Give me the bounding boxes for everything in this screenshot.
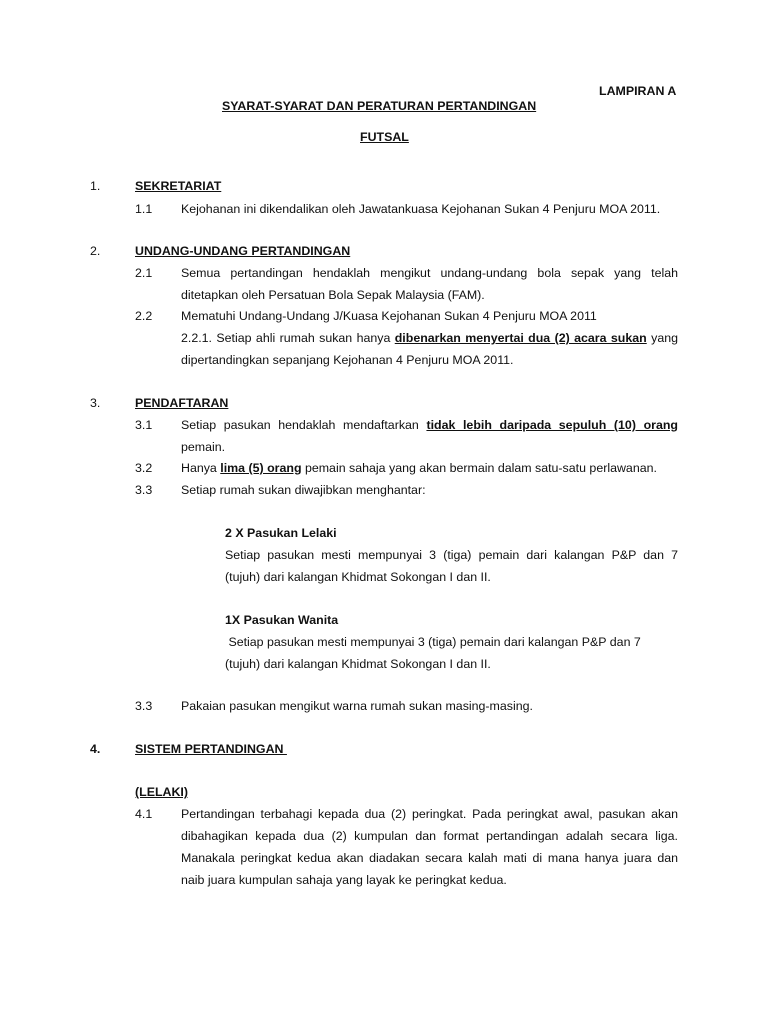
item-2-2-number: 2.2 [135,309,153,323]
item-3-3-number: 3.3 [135,483,153,497]
item-3-1-emphasis: tidak lebih daripada sepuluh (10) orang [426,418,678,432]
item-2-2-1-text [181,330,678,374]
men-team-line-2: (tujuh) dari kalangan Khidmat Sokongan I dan II. [225,570,491,584]
item-3-1-text [181,417,678,461]
item-4-1-number: 4.1 [135,807,153,821]
item-3-1-lead: Setiap pasukan hendaklah mendaftarkan [181,418,427,432]
item-1-1-text: Kejohanan ini dikendalikan oleh Jawatankuasa Kejohanan Sukan 4 Penjuru MOA 2011. [181,202,661,216]
men-team-text [225,547,678,591]
item-3-2-lead: Hanya [181,461,221,475]
attachment-label: LAMPIRAN A [599,84,677,98]
women-team-line-2: (tujuh) dari kalangan Khidmat Sokongan I dan II. [225,657,491,671]
section-1-heading: SEKRETARIAT [135,179,222,193]
item-3-2-tail: pemain sahaja yang akan bermain dalam satu-satu perlawanan. [301,461,657,475]
item-3-1-number: 3.1 [135,418,153,432]
item-3-2-number: 3.2 [135,461,153,475]
document-subtitle: FUTSAL [360,130,409,144]
item-3-2-text [181,460,657,476]
men-team-line-1: Setiap pasukan mesti mempunyai 3 (tiga) pemain dari kalangan P&P dan 7 [225,548,678,562]
item-2-2-text: Mematuhi Undang-Undang J/Kuasa Kejohanan Sukan 4 Penjuru MOA 2011 [181,309,597,323]
item-2-2-1-line-1 [181,330,678,352]
item-2-1-number: 2.1 [135,266,153,280]
item-2-2-1-emphasis: dibenarkan menyertai dua (2) acara sukan [394,331,647,345]
item-4-1-line-3: Manakala peringkat kedua akan diadakan secara kalah mati di mana hanya juara dan [181,851,678,865]
item-2-2-1-tail: yang [646,331,678,345]
section-4-heading: SISTEM PERTANDINGAN [135,742,287,756]
item-1-1-number: 1.1 [135,202,153,216]
section-2-number: 2. [90,244,101,258]
item-3-1-line-1 [181,417,678,439]
item-4-1-line-4: naib juara kumpulan sahaja yang layak ke peringkat kedua. [181,873,507,887]
item-4-1-text [181,806,678,894]
item-2-2-1-lead: 2.2.1. Setiap ahli rumah sukan hanya [181,331,395,345]
item-3-3-text: Setiap rumah sukan diwajibkan menghantar: [181,483,426,497]
women-team-line-1: Setiap pasukan mesti mempunyai 3 (tiga) pemain dari kalangan P&P dan 7 [225,635,641,649]
item-2-2-1-line-2: dipertandingkan sepanjang Kejohanan 4 Penjuru MOA 2011. [181,353,514,367]
section-3-number: 3. [90,396,101,410]
men-team-title: 2 X Pasukan Lelaki [225,526,337,540]
item-2-1-line-1: Semua pertandingan hendaklah mengikut undang-undang bola sepak yang telah [181,266,678,280]
item-4-1-line-1: Pertandingan terbahagi kepada dua (2) peringkat. Pada peringkat awal, pasukan akan [181,807,678,821]
section-2-heading: UNDANG-UNDANG PERTANDINGAN [135,244,351,258]
item-3-2-emphasis: lima (5) orang [220,461,302,475]
section-3-heading: PENDAFTARAN [135,396,229,410]
item-2-1-text [181,265,678,309]
item-3-4-text: Pakaian pasukan mengikut warna rumah sukan masing-masing. [181,699,533,713]
section-4-number: 4. [90,742,101,756]
document-title: SYARAT-SYARAT DAN PERATURAN PERTANDINGAN [222,99,537,113]
section-4-subheading: (LELAKI) [135,785,188,799]
item-3-4-number: 3.3 [135,699,153,713]
item-3-1-line-2: pemain. [181,440,226,454]
item-4-1-line-2: dibahagikan kepada dua (2) kumpulan dan format pertandingan adalah secara liga. [181,829,678,843]
section-1-number: 1. [90,179,101,193]
item-2-1-line-2: ditetapkan oleh Persatuan Bola Sepak Malaysia (FAM). [181,288,485,302]
women-team-title: 1X Pasukan Wanita [225,613,339,627]
